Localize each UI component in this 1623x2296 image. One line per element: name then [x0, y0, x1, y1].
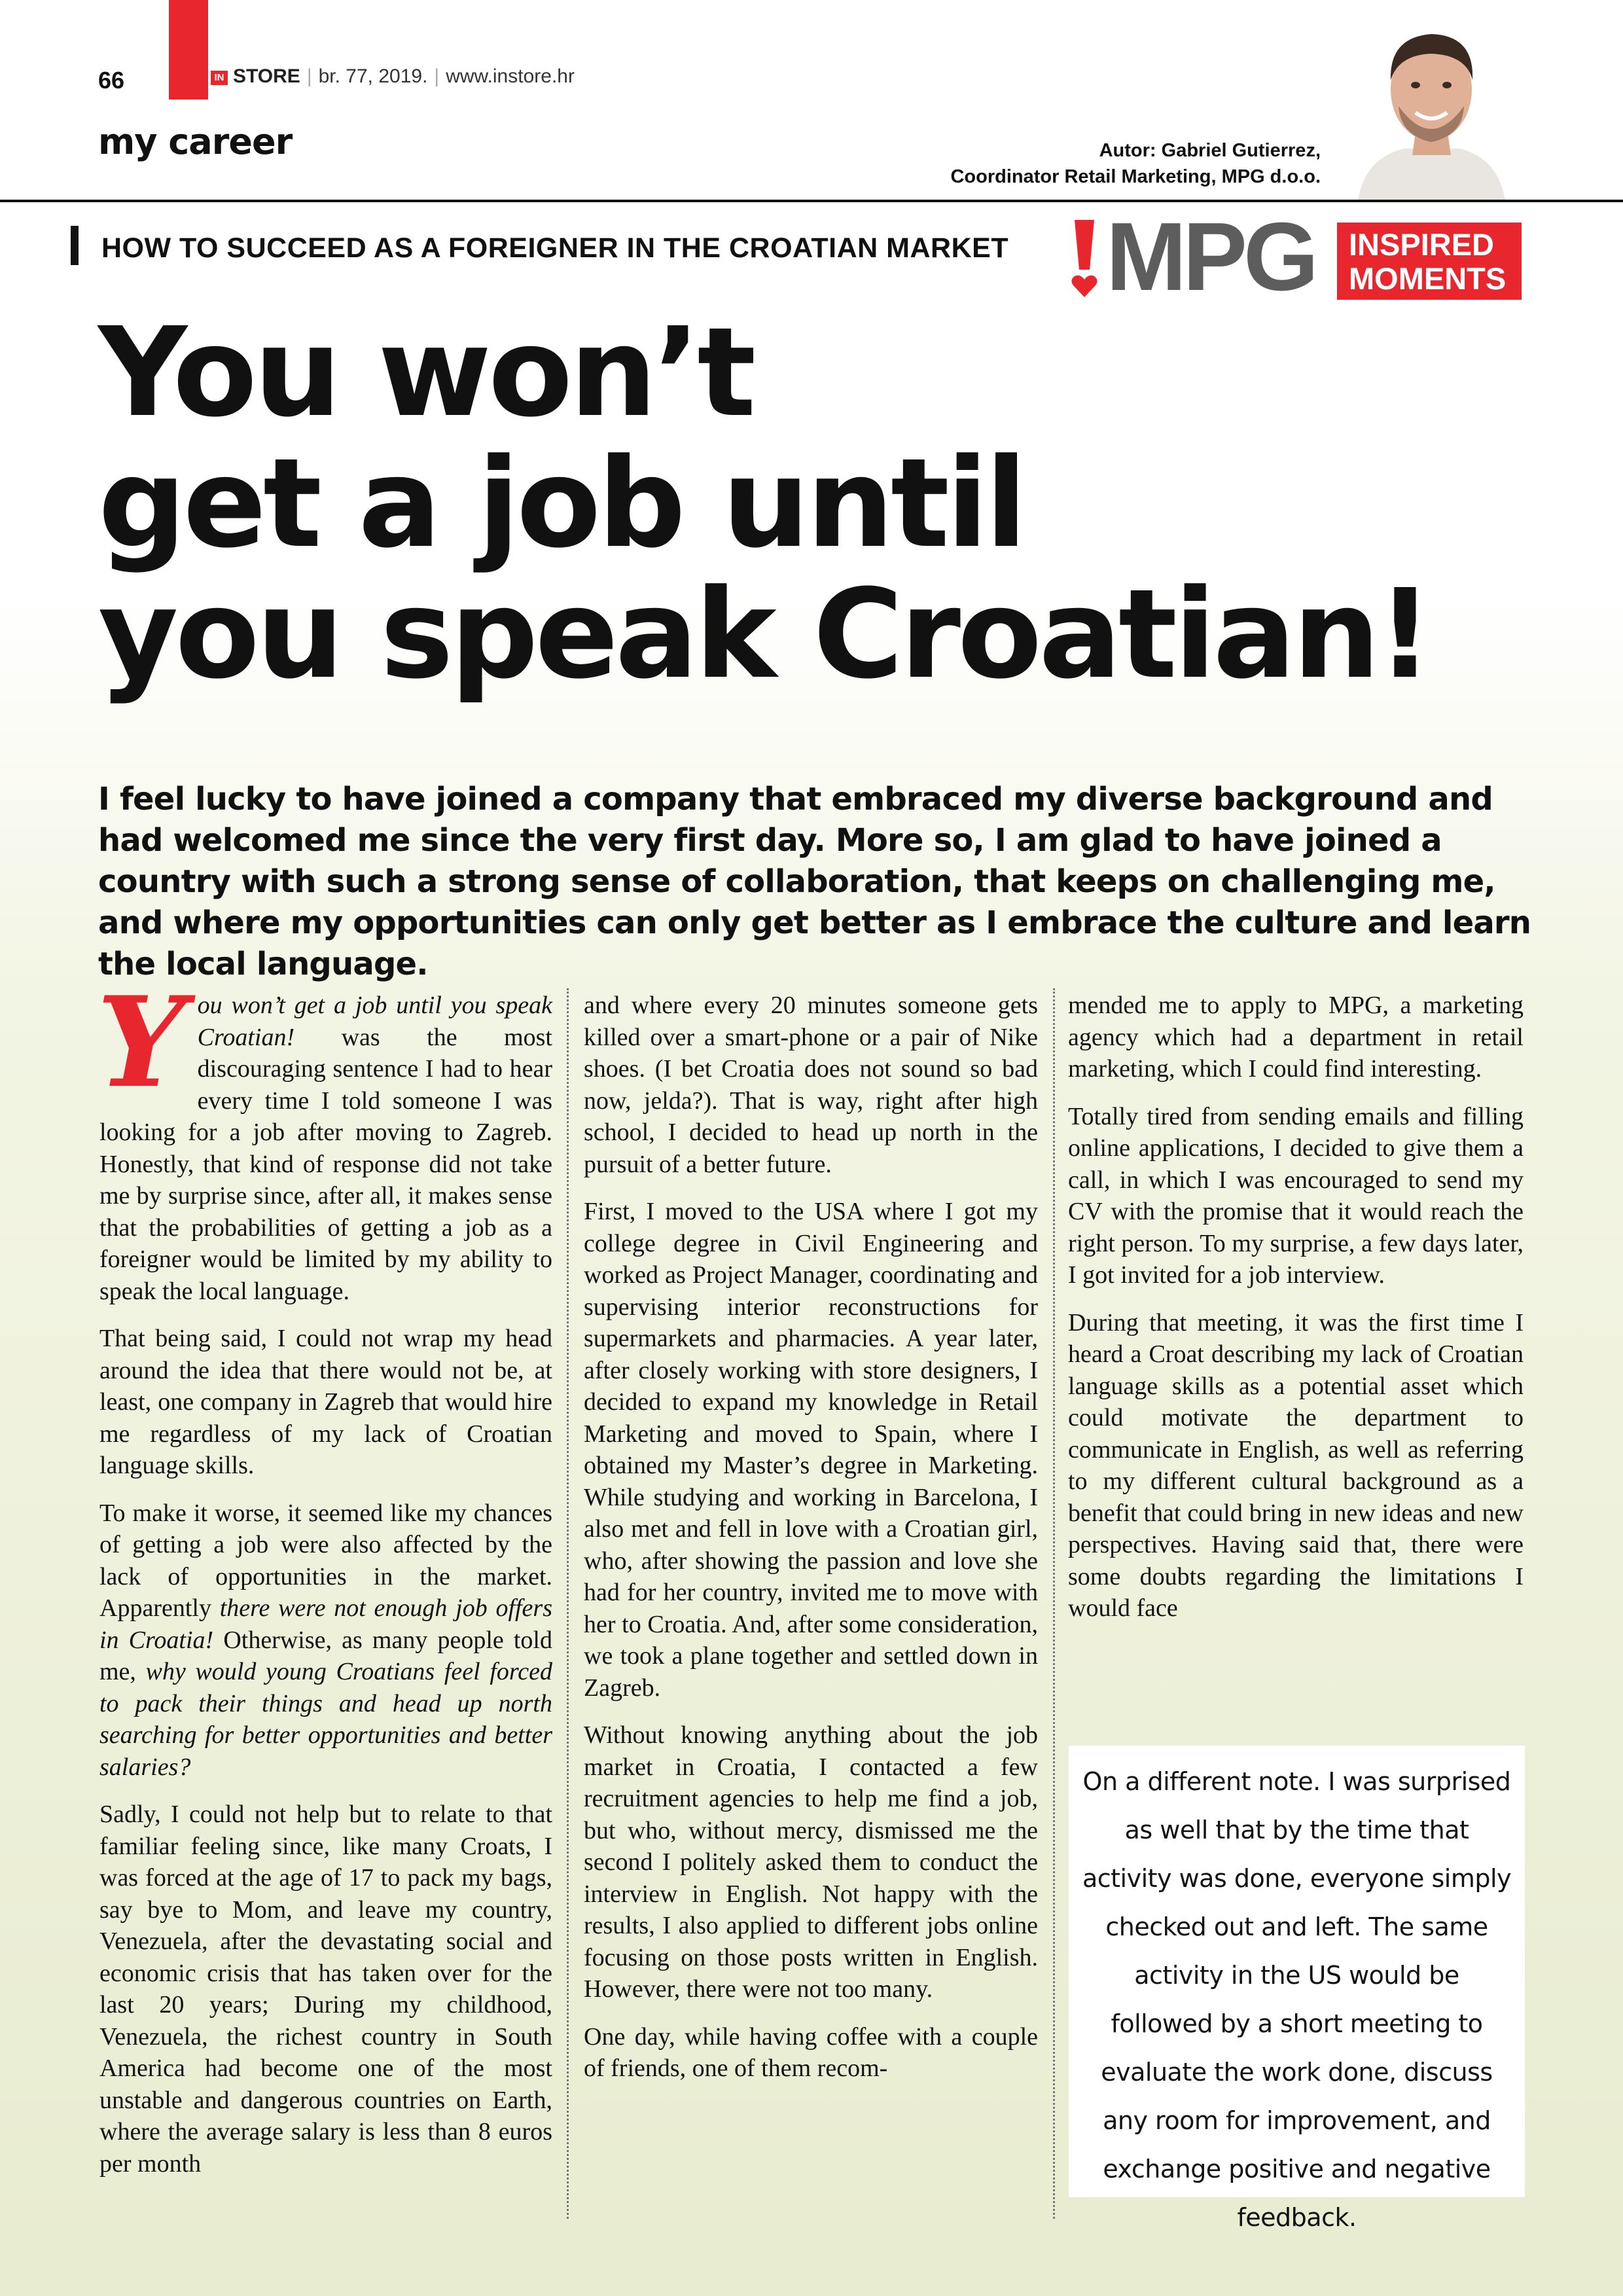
paragraph: Totally tired from sending emails and filling online applications, I decided to give them a call, in which I was encouraged to send my CV with the promise that it would reach the right person. To my surprise, a few days later, I got invited for a job interview.	[1068, 1102, 1524, 1289]
italic-quote: there were not enough job offers in Croatia!	[99, 1594, 552, 1654]
paragraph: mended me to apply to MPG, a marketing agency which had a department in retail marketing, which I could find interesting.	[1068, 992, 1524, 1083]
headline-line-1: You won’t	[98, 301, 753, 444]
author-photo	[1338, 14, 1525, 201]
paragraph: and where every 20 minutes someone gets killed over a smart-phone or a pair of Nike shoes. (I bet Croatia does not sound so bad now, jelda?). That is way, right after high school, I decided to head up north in the pursuit of a better future.	[584, 992, 1038, 1178]
paragraph: Without knowing anything about the job market in Croatia, I contacted a few recruitment agencies to help me find a job, but who, without mercy, dismissed me the second I politely asked them to conduct the interview in English. Not happy with the results, I also applied to different jobs online focusing on those posts written in English. However, there were not too many.	[584, 1721, 1038, 2003]
paragraph-text: Otherwise, as many people told me,	[99, 1626, 552, 1685]
inspired-moments-tag	[1337, 223, 1522, 300]
article-column-2	[584, 990, 1038, 2100]
italic-quote: why would young Croatians feel forced to pack their things and head up north searching for better opportunities and better salaries?	[99, 1658, 552, 1781]
author-credit	[950, 137, 1321, 190]
mpg-exclamation-heart-icon	[1068, 216, 1101, 301]
headline	[98, 301, 1538, 706]
paragraph	[97, 969, 552, 1307]
kicker: HOW TO SUCCEED AS A FOREIGNER IN THE CROATIAN MARKET	[101, 232, 1009, 264]
headline-line-3: you speak Croatian!	[98, 563, 1430, 706]
article-column-3	[1068, 990, 1524, 1640]
masthead: STORE | br. 77, 2019. | www.instore.hr	[233, 65, 575, 87]
paragraph: One day, while having coffee with a couple of friends, one of them recom-	[584, 2022, 1038, 2082]
paragraph: Sadly, I could not help but to relate to that familiar feeling since, like many Croats, I was forced at the age of 17 to pack my bags, say bye to Mom, and leave my country, Venezuela, after the devastating social and economic crisis that has taken over for the last 20 years; During my childhood, Venezuela, the richest country in South America had become one of the most unstable and dangerous countries on Earth, where the average salary is less than 8 euros per month	[99, 1801, 552, 2178]
kicker-bar	[71, 226, 79, 265]
author-name: Autor: Gabriel Gutierrez,	[1099, 140, 1321, 161]
tag-line-2: MOMENTS	[1349, 261, 1507, 296]
column-divider	[1053, 988, 1055, 2219]
pull-quote: On a different note. I was surprised as well that by the time that activity was done, everyone simply checked out and left. The same activity in the US would be followed by a short meeting to evaluate the work done, discuss any room for improvement, and exchange positive and negative feedback.	[1069, 1746, 1525, 2197]
headline-line-2: get a job until	[98, 432, 1024, 575]
author-role: Coordinator Retail Marketing, MPG d.o.o.	[950, 166, 1321, 187]
header-rule	[0, 200, 1623, 202]
tag-line-1: INSPIRED	[1349, 227, 1494, 262]
section-title: my career	[98, 121, 293, 162]
issue-number: br. 77, 2019.	[318, 65, 428, 87]
paragraph: That being said, I could not wrap my head around the idea that there would not be, at least, one company in Zagreb that would hire me regardless of my lack of Croatian language skills.	[99, 1325, 552, 1479]
in-badge: IN	[211, 71, 228, 85]
magazine-name: STORE	[233, 65, 300, 87]
paragraph	[99, 1498, 552, 1784]
paragraph-text: was the most discouraging sentence I had to hear every time I told someone I was looking for a job after moving to Zagreb. Honestly, that kind of response did not take me by surprise since, after all, it makes sense that the probabilities of getting a job as a foreigner would be limited by my ability to speak the local language.	[99, 1023, 552, 1305]
page-number: 66	[98, 67, 125, 94]
paragraph: First, I moved to the USA where I got my college degree in Civil Engineering and worked as Project Manager, coordinating and supervising interior reconstructions for supermarkets and pharmacies. A year later, after closely working with store designers, I decided to expand my knowledge in Retail Marketing and moved to Spain, where I obtained my Master’s degree in Marketing. While studying and working in Barcelona, I also met and fell in love with a Croatian girl, who, after showing the passion and love she had for her country, invited me to move with her to Croatia. And, after some consideration, we took a plane together and settled down in Zagreb.	[584, 1198, 1038, 1702]
drop-cap: Y	[97, 969, 186, 1115]
paragraph: During that meeting, it was the first time I heard a Croat describing my lack of Croatian language skills as a potential asset which could motivate the department to communicate in English, as well as referring to my different cultural background as a benefit that could bring in new ideas and new perspectives. Having said that, there were some doubts regarding the limitations I would face	[1068, 1308, 1524, 1622]
website: www.instore.hr	[446, 65, 575, 87]
mpg-logo-text: MPG	[1106, 203, 1315, 311]
opening-quote: ou won’t get a job until you speak Croatian!	[197, 992, 552, 1051]
article-column-1	[97, 969, 552, 2195]
paragraph-text: To make it worse, it seemed like my chances of getting a job were also affected by the lack of opportunities in the market. Apparently	[99, 1499, 552, 1622]
red-header-tab	[169, 0, 208, 99]
column-divider	[567, 988, 569, 2219]
lead-paragraph: I feel lucky to have joined a company that embraced my diverse background and had welcomed me since the very first day. More so, I am glad to have joined a country with such a strong sense of collaboration, that keeps on challenging me, and where my opportunities can only get better as I embrace the culture and learn the local language.	[98, 781, 1531, 982]
